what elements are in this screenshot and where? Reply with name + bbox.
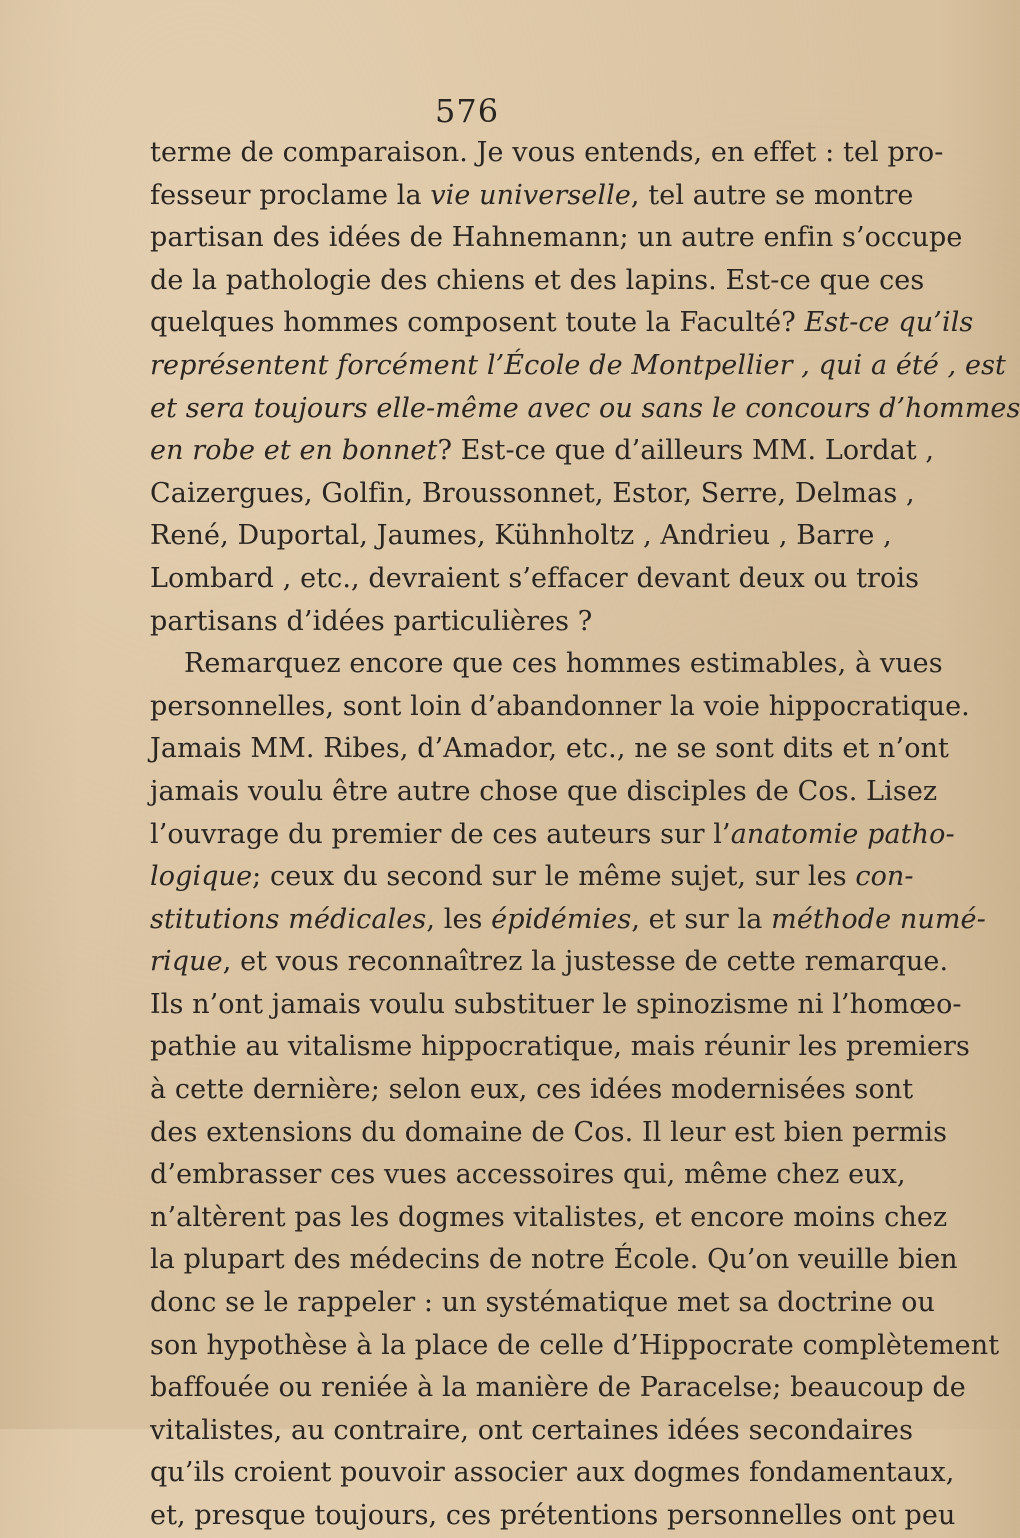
text-run: partisan des idées de Hahnemann; un autre enfin s’occupe	[150, 222, 963, 254]
text-run: de la pathologie des chiens et des lapins. Est-ce que ces	[150, 264, 925, 296]
text-run: l’ouvrage du premier de ces auteurs sur l’	[150, 818, 731, 850]
italic-text: logique	[150, 861, 253, 893]
text-run: partisans d’idées particulières ?	[150, 605, 593, 637]
text-line	[150, 132, 944, 175]
italic-text: et sera toujours elle-même avec ou sans le concours d’hommes	[150, 392, 1020, 424]
text-line	[150, 430, 935, 473]
text-line	[150, 814, 955, 857]
italic-text: stitutions médicales	[150, 903, 427, 935]
text-run: ? Est-ce que d’ailleurs MM. Lordat ,	[437, 435, 935, 467]
text-line	[150, 1367, 966, 1410]
text-run: René, Duportal, Jaumes, Kühnholtz , Andrieu , Barre ,	[150, 520, 892, 552]
text-line	[150, 941, 949, 984]
text-run: la plupart des médecins de notre École. Qu’on veuille bien	[150, 1244, 958, 1276]
text-run: baffouée ou reniée à la manière de Paracelse; beaucoup de	[150, 1372, 966, 1404]
text-run: Jamais MM. Ribes, d’Amador, etc., ne se sont dits et n’ont	[150, 733, 949, 765]
page-number: 576	[435, 92, 500, 130]
text-run: des extensions du domaine de Cos. Il leur est bien permis	[150, 1116, 948, 1148]
italic-text: rique	[150, 946, 223, 978]
text-line	[150, 1495, 956, 1538]
text-line	[150, 1325, 1000, 1368]
text-run: donc se le rappeler : un systématique met sa doctrine ou	[150, 1287, 935, 1319]
text-run: , et sur la	[631, 903, 772, 935]
text-line	[150, 1452, 955, 1495]
text-line	[150, 345, 1006, 388]
text-line	[150, 1239, 958, 1282]
text-run: pathie au vitalisme hippocratique, mais réunir les premiers	[150, 1031, 970, 1063]
text-line	[150, 728, 949, 771]
text-line	[150, 601, 782, 644]
text-run: Ils n’ont jamais voulu substituer le spinozisme ni l’homœo-	[150, 988, 962, 1020]
italic-text: Est-ce qu’ils	[804, 307, 974, 339]
text-line	[150, 1282, 935, 1325]
text-line	[150, 771, 938, 814]
text-line	[150, 1112, 948, 1155]
text-run: , les	[426, 903, 492, 935]
text-run: qu’ils croient pouvoir associer aux dogmes fondamentaux,	[150, 1457, 955, 1489]
text-line	[150, 643, 943, 686]
text-line	[150, 302, 974, 345]
italic-text: en robe et en bonnet	[150, 435, 438, 467]
text-line	[150, 1069, 914, 1112]
text-run: , et vous reconnaîtrez la justesse de cette remarque.	[222, 946, 949, 978]
italic-text: con-	[855, 861, 914, 893]
text-line	[150, 558, 920, 601]
text-line	[150, 686, 970, 729]
italic-text: représentent forcément l’École de Montpellier , qui a été , est	[150, 349, 1006, 381]
italic-text: anatomie patho-	[730, 818, 955, 850]
text-line	[150, 899, 986, 942]
text-run: et, presque toujours, ces prétentions personnelles ont peu	[150, 1500, 956, 1531]
text-run: jamais voulu être autre chose que disciples de Cos. Lisez	[150, 775, 938, 807]
text-run: Lombard , etc., devraient s’effacer devant deux ou trois	[150, 562, 920, 594]
text-line	[150, 1026, 970, 1069]
text-line	[150, 515, 892, 558]
text-line	[150, 856, 914, 899]
text-run: fesseur proclame la	[150, 179, 431, 211]
text-run: personnelles, sont loin d’abandonner la voie hippocratique.	[150, 690, 970, 722]
text-line	[150, 1410, 914, 1453]
text-run: Remarquez encore que ces hommes estimables, à vues	[184, 648, 943, 680]
text-line	[150, 984, 962, 1027]
text-run: d’embrasser ces vues accessoires qui, même chez eux,	[150, 1159, 906, 1191]
text-line	[150, 217, 963, 260]
text-line	[150, 473, 915, 516]
text-run: vitalistes, au contraire, ont certaines idées secondaires	[150, 1414, 914, 1446]
italic-text: épidémies	[491, 903, 632, 935]
text-line	[150, 175, 914, 218]
italic-text: vie universelle	[430, 179, 631, 211]
text-run: , tel autre se montre	[630, 179, 914, 211]
text-line	[150, 388, 1020, 431]
text-run: ; ceux du second sur le même sujet, sur les	[252, 861, 856, 893]
text-run: quelques hommes composent toute la Faculté?	[150, 307, 805, 339]
text-run: n’altèrent pas les dogmes vitalistes, et encore moins chez	[150, 1201, 948, 1233]
text-run: Caizergues, Golfin, Broussonnet, Estor, Serre, Delmas ,	[150, 477, 915, 509]
body-text	[150, 132, 1020, 1538]
text-run: son hypothèse à la place de celle d’Hippocrate complètement	[150, 1329, 1000, 1361]
text-line	[150, 260, 925, 303]
text-run: à cette dernière; selon eux, ces idées modernisées sont	[150, 1074, 914, 1106]
text-line	[150, 1154, 906, 1197]
italic-text: méthode numé-	[771, 903, 986, 935]
text-line	[150, 1197, 948, 1240]
text-run: terme de comparaison. Je vous entends, en effet : tel pro-	[150, 137, 944, 168]
